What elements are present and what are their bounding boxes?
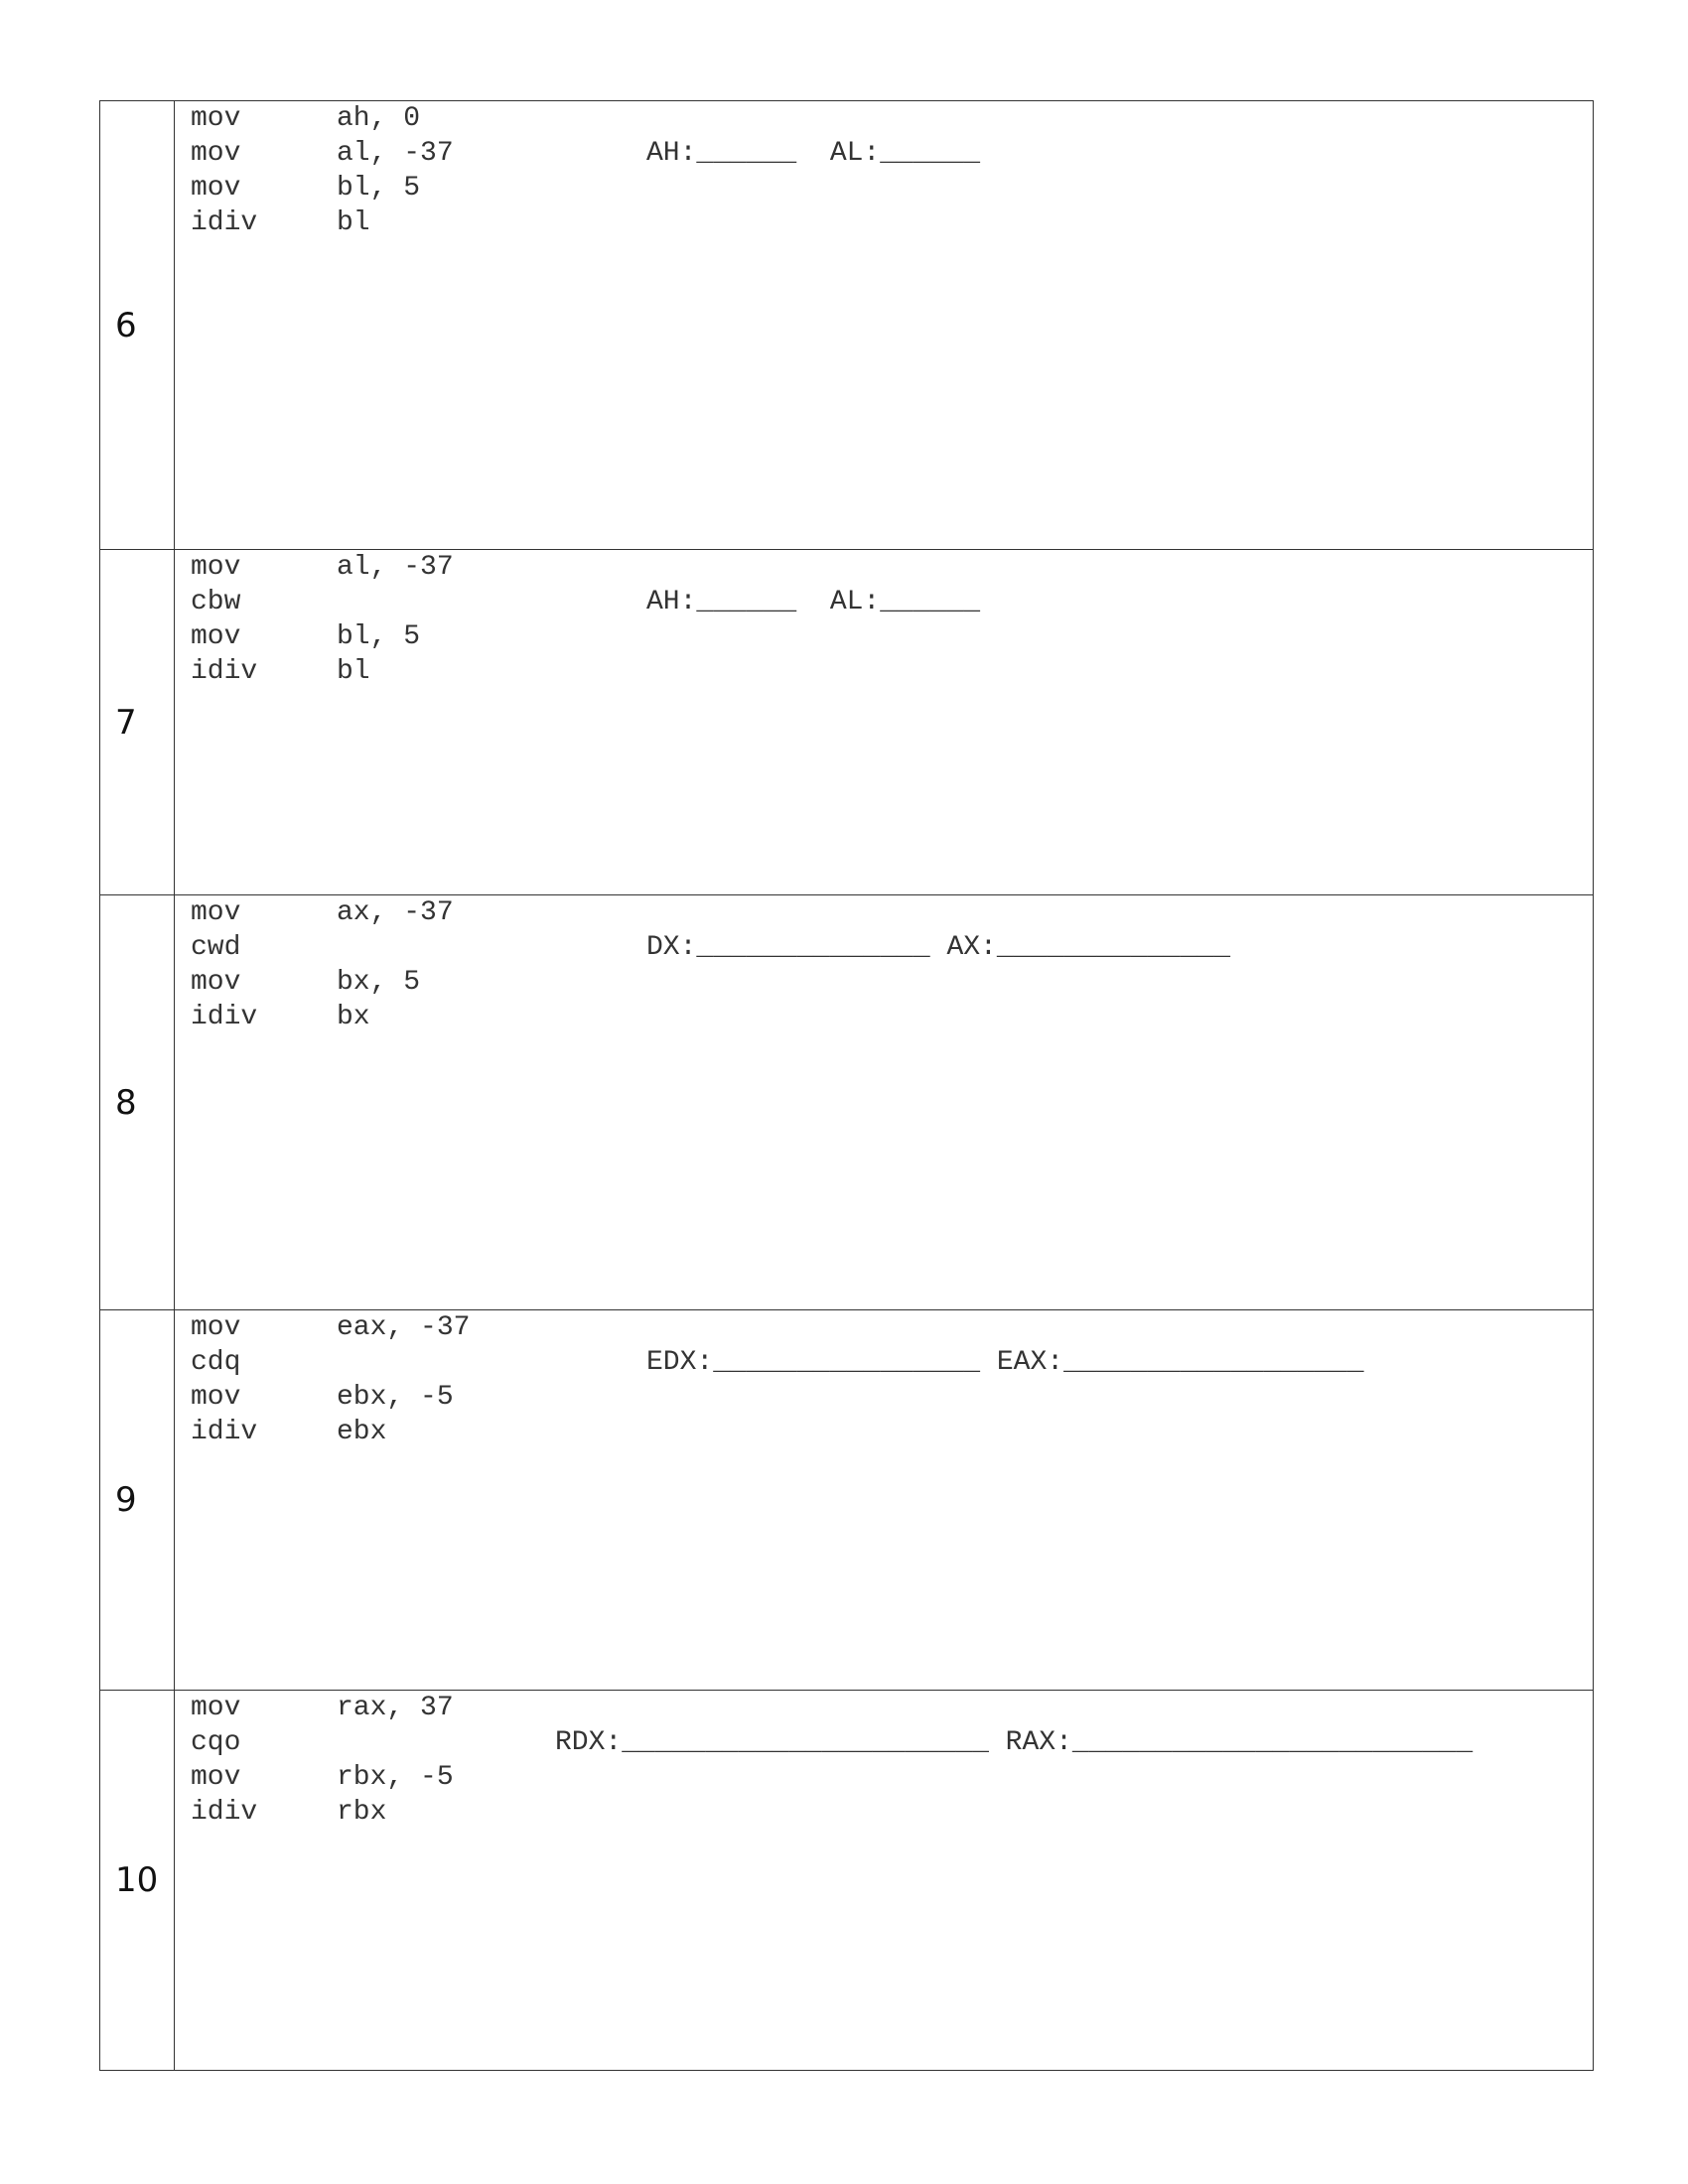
answer-blanks[interactable]: AH:______ AL:______ — [646, 138, 981, 169]
operands: al, -37 — [337, 552, 454, 583]
problem-row-7 — [100, 550, 1593, 895]
problem-number: 10 — [115, 1860, 159, 1900]
operands: bl — [337, 207, 370, 238]
code-line — [191, 1760, 454, 1795]
code-block — [191, 1310, 470, 1449]
instruction: mov — [191, 173, 241, 204]
code-line — [191, 171, 454, 205]
operands: rbx, -5 — [337, 1762, 454, 1793]
instruction: idiv — [191, 1797, 258, 1828]
problem-table — [99, 100, 1594, 2071]
code-line — [191, 1725, 454, 1760]
instruction: mov — [191, 621, 241, 652]
problem-number-cell — [100, 1310, 175, 1690]
operands: ax, -37 — [337, 897, 454, 928]
problem-row-6 — [100, 101, 1593, 550]
problem-number: 7 — [115, 702, 137, 743]
code-line — [191, 1795, 454, 1830]
code-block — [191, 550, 454, 689]
code-line — [191, 654, 454, 689]
code-line — [191, 1380, 470, 1415]
problem-number-cell — [100, 895, 175, 1309]
answer-blanks[interactable]: RDX:______________________ RAX:________________________ — [555, 1727, 1474, 1758]
operands: eax, -37 — [337, 1312, 471, 1343]
code-line — [191, 585, 454, 619]
instruction: mov — [191, 967, 241, 998]
instruction: cdq — [191, 1347, 241, 1378]
code-line — [191, 1310, 470, 1345]
problem-row-9 — [100, 1310, 1593, 1691]
instruction: mov — [191, 552, 241, 583]
problem-number-cell — [100, 101, 175, 549]
code-block — [191, 895, 454, 1034]
problem-number: 9 — [115, 1480, 137, 1520]
instruction: mov — [191, 1312, 241, 1343]
instruction: mov — [191, 897, 241, 928]
code-block — [191, 101, 454, 240]
code-line — [191, 205, 454, 240]
operands: ah, 0 — [337, 103, 421, 134]
instruction: cbw — [191, 587, 241, 617]
problem-number-cell — [100, 1691, 175, 2070]
instruction: mov — [191, 1382, 241, 1413]
problem-number: 8 — [115, 1082, 137, 1123]
operands: al, -37 — [337, 138, 454, 169]
instruction: mov — [191, 1762, 241, 1793]
operands: bx, 5 — [337, 967, 421, 998]
problem-row-10 — [100, 1691, 1593, 2070]
operands: rbx — [337, 1797, 387, 1828]
operands: bl, 5 — [337, 173, 421, 204]
instruction: idiv — [191, 1417, 258, 1447]
instruction: mov — [191, 1693, 241, 1723]
operands: bx — [337, 1002, 370, 1032]
problem-number-cell — [100, 550, 175, 894]
code-line — [191, 136, 454, 171]
instruction: cwd — [191, 932, 241, 963]
code-line — [191, 965, 454, 1000]
operands: rax, 37 — [337, 1693, 454, 1723]
instruction: cqo — [191, 1727, 241, 1758]
answer-blanks[interactable]: AH:______ AL:______ — [646, 587, 981, 617]
instruction: idiv — [191, 207, 258, 238]
code-line — [191, 101, 454, 136]
code-line — [191, 550, 454, 585]
instruction: idiv — [191, 1002, 258, 1032]
instruction: mov — [191, 138, 241, 169]
code-line — [191, 1000, 454, 1034]
operands: ebx — [337, 1417, 387, 1447]
code-line — [191, 930, 454, 965]
problem-row-8 — [100, 895, 1593, 1310]
answer-blanks[interactable]: EDX:________________ EAX:__________________ — [646, 1347, 1364, 1378]
code-block — [191, 1691, 454, 1830]
instruction: mov — [191, 103, 241, 134]
code-line — [191, 895, 454, 930]
code-line — [191, 1345, 470, 1380]
code-line — [191, 1691, 454, 1725]
answer-blanks[interactable]: DX:______________ AX:______________ — [646, 932, 1231, 963]
operands: bl, 5 — [337, 621, 421, 652]
operands: bl — [337, 656, 370, 687]
operands: ebx, -5 — [337, 1382, 454, 1413]
code-line — [191, 619, 454, 654]
problem-number: 6 — [115, 305, 137, 345]
code-line — [191, 1415, 470, 1449]
instruction: idiv — [191, 656, 258, 687]
